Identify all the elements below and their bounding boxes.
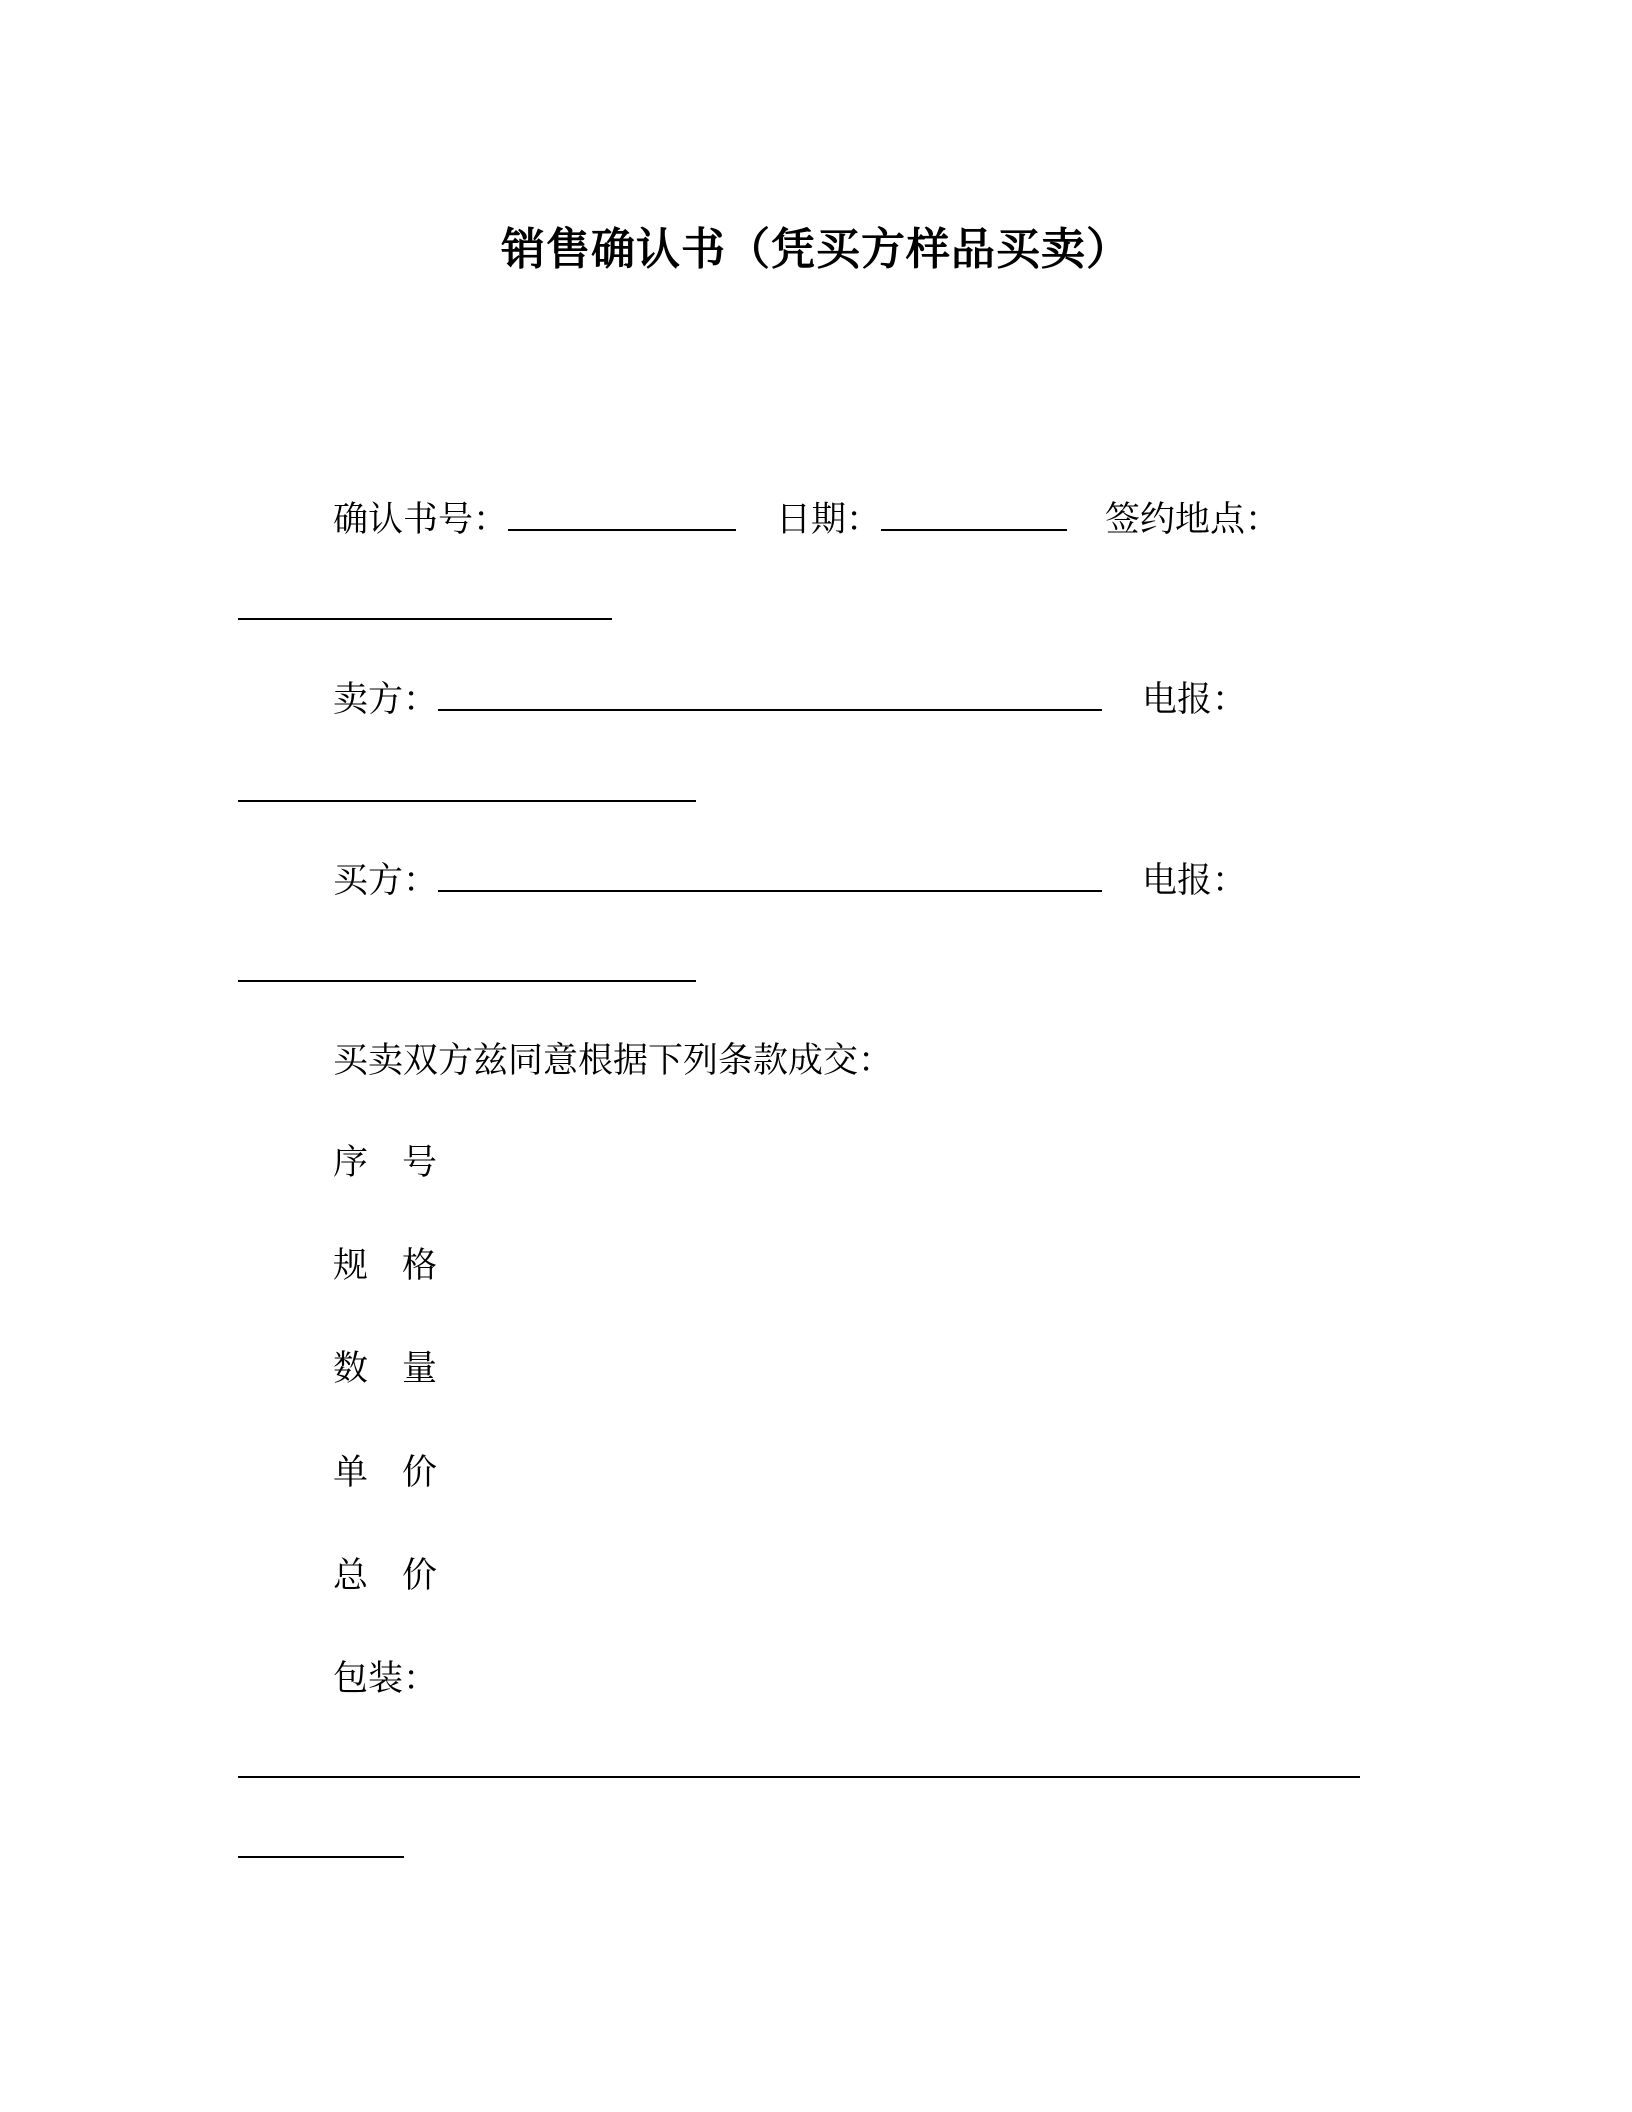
item-label-total-price: 总价: [333, 1556, 472, 1596]
date-field[interactable]: [881, 499, 1067, 531]
seller-telegram-label: 电报：: [1142, 680, 1248, 720]
confirmation-no-label: 确认书号：: [333, 500, 509, 540]
seller-field[interactable]: [438, 679, 1102, 711]
place-field[interactable]: [238, 618, 612, 620]
item-label-specification: 规格: [333, 1246, 472, 1286]
buyer-field[interactable]: [438, 860, 1102, 892]
item-label-serial-no: 序号: [333, 1143, 472, 1183]
seller-telegram-field[interactable]: [238, 800, 696, 802]
buyer-telegram-field[interactable]: [238, 980, 696, 982]
document-title: 销售确认书（凭买方样品买卖）: [501, 224, 1131, 275]
confirmation-no-field[interactable]: [508, 499, 736, 531]
seller-label: 卖方：: [333, 680, 439, 720]
place-label: 签约地点：: [1105, 500, 1281, 540]
header-line: [333, 497, 1280, 543]
agreement-text: 买卖双方兹同意根据下列条款成交：: [333, 1041, 894, 1081]
packing-field-line-2[interactable]: [238, 1856, 404, 1858]
date-label: 日期：: [776, 500, 882, 540]
packing-field-line-1[interactable]: [238, 1776, 1360, 1778]
buyer-label: 买方：: [333, 861, 439, 901]
item-label-quantity: 数量: [333, 1349, 472, 1389]
seller-line: [333, 677, 1247, 723]
item-label-unit-price: 单价: [333, 1453, 472, 1493]
packing-label: 包装：: [333, 1659, 439, 1699]
buyer-line: [333, 858, 1247, 904]
buyer-telegram-label: 电报：: [1142, 861, 1248, 901]
